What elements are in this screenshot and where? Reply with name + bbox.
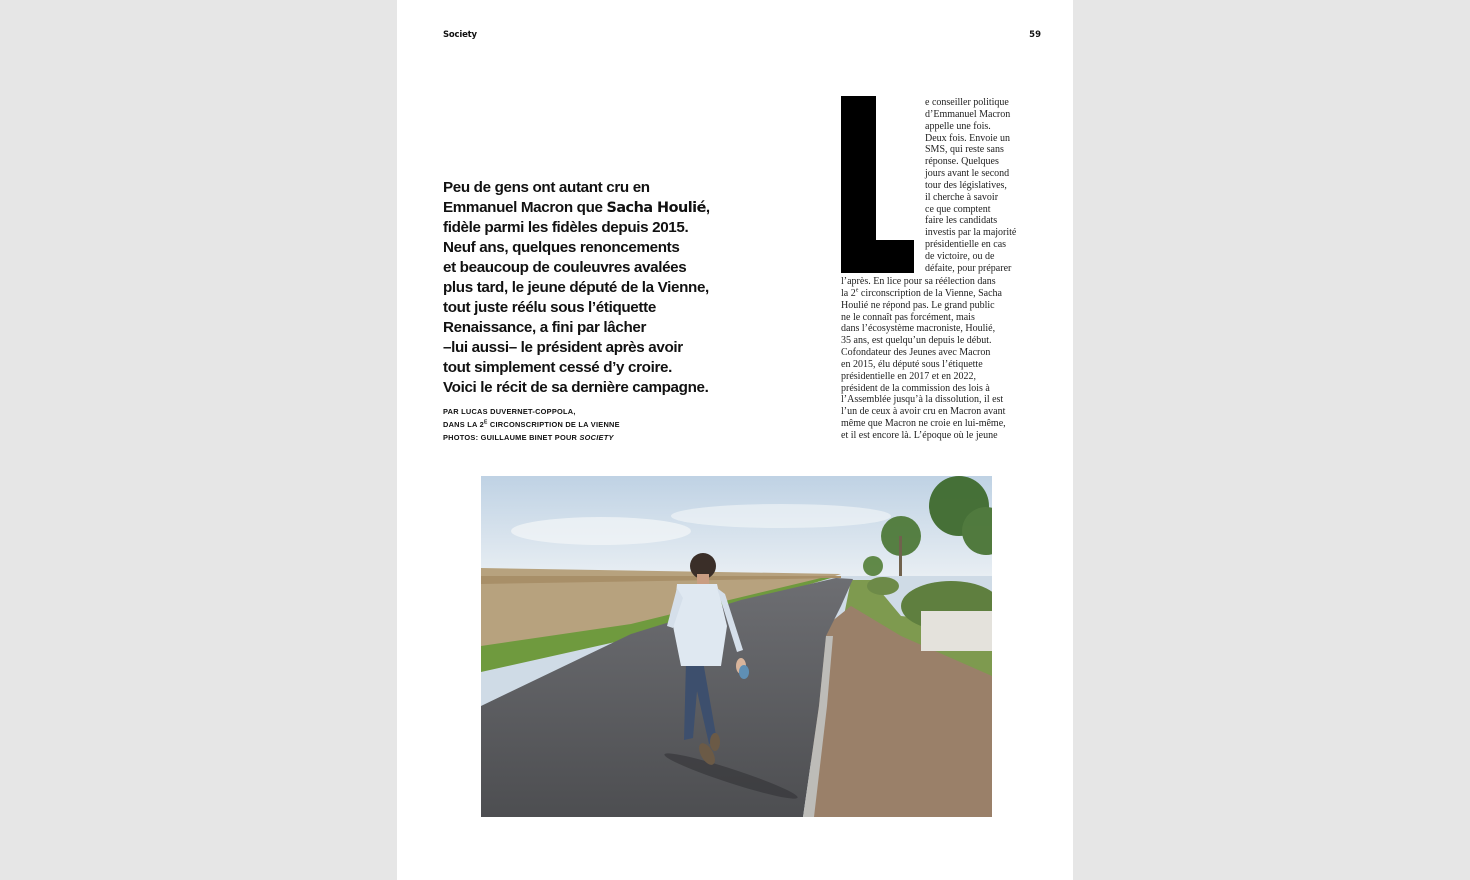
article-line: appelle une fois. (925, 120, 991, 132)
article-photo (481, 476, 992, 817)
article-column-narrow (925, 97, 1016, 275)
article-line: d’Emmanuel Macron (925, 108, 1011, 120)
article-text: la 2 (841, 287, 856, 299)
article-text: circonscription de la Vienne, Sacha (858, 287, 1002, 299)
standfirst-line: Voici le récit de sa dernière campagne. (443, 379, 709, 396)
standfirst-line: fidèle parmi les fidèles depuis 2015. (443, 219, 689, 236)
article-line: 35 ans, est quelqu’un depuis le début. (841, 335, 992, 347)
article-line: et il est encore là. L’époque où le jeune (841, 429, 998, 441)
article-line: e conseiller politique (925, 97, 1009, 108)
location-text: CIRCONSCRIPTION DE LA VIENNE (487, 420, 620, 429)
standfirst-text: , (705, 199, 710, 216)
article-line: en 2015, élu député sous l’étiquette (841, 358, 983, 370)
dropcap-letter-l (841, 96, 914, 273)
standfirst-line: –lui aussi– le président après avoir (443, 339, 683, 356)
magazine-name: Society (443, 30, 477, 40)
standfirst-line: tout simplement cessé d’y croire. (443, 359, 673, 376)
article-line: même que Macron ne croie en lui-même, (841, 418, 1006, 430)
standfirst-line: Renaissance, a fini par lâcher (443, 319, 647, 336)
photo-credit-publication: SOCIETY (579, 433, 614, 442)
article-line: investis par la majorité (925, 227, 1017, 239)
magazine-page (397, 0, 1073, 880)
article-line: présidentielle en cas (925, 239, 1007, 251)
article-line: Deux fois. Envoie un (925, 132, 1010, 144)
photo-credit (443, 431, 743, 444)
photo-credit-text: PHOTOS: GUILLAUME BINET POUR (443, 433, 580, 442)
author-credit: PAR LUCAS DUVERNET-COPPOLA, (443, 407, 576, 416)
location-text: DANS LA 2 (443, 420, 484, 429)
ordinal-sup: E (484, 419, 488, 426)
standfirst (443, 178, 743, 398)
ordinal-sup: e (855, 287, 859, 294)
article-line: tour des législatives, (925, 179, 1007, 191)
article-line: faire les candidats (925, 215, 998, 227)
article-line: défaite, pour préparer (925, 262, 1012, 274)
standfirst-line (443, 198, 743, 218)
article-line: ne le connaît pas forcément, mais (841, 311, 975, 323)
article-line: l’après. En lice pour sa réélection dans (841, 276, 996, 287)
standfirst-text: Emmanuel Macron que (443, 199, 607, 216)
article-line: dans l’écosystème macroniste, Houlié, (841, 323, 996, 335)
standfirst-line: plus tard, le jeune député de la Vienne, (443, 279, 709, 296)
article-line: réponse. Quelques (925, 156, 999, 168)
byline (443, 405, 743, 444)
article-line: Cofondateur des Jeunes avec Macron (841, 347, 991, 359)
article-line: jours avant le second (925, 168, 1010, 180)
article-line: président de la commission des lois à (841, 382, 990, 394)
subject-name: Sacha Houlié (606, 200, 706, 216)
standfirst-line: Peu de gens ont autant cru en (443, 179, 650, 196)
article-line: présidentielle en 2017 et en 2022, (841, 370, 976, 382)
article-line: Houlié ne répond pas. Le grand public (841, 299, 995, 311)
location-credit (443, 418, 743, 431)
standfirst-line: et beaucoup de couleuvres avalées (443, 259, 687, 276)
article-line (841, 288, 1006, 300)
article-line: de victoire, ou de (925, 250, 995, 262)
page-number: 59 (1029, 30, 1041, 40)
article-line: ce que comptent (925, 203, 991, 215)
standfirst-line: Neuf ans, quelques renoncements (443, 239, 680, 256)
standfirst-line: tout juste réélu sous l’étiquette (443, 299, 656, 316)
article-line: il cherche à savoir (925, 191, 999, 203)
article-line: SMS, qui reste sans (925, 144, 1004, 156)
road-walk-photo (481, 476, 992, 817)
article-column-wide (841, 276, 1006, 442)
article-line: l’un de ceux à avoir cru en Macron avant (841, 406, 1006, 418)
article-line: l’Assemblée jusqu’à la dissolution, il est (841, 394, 1004, 406)
